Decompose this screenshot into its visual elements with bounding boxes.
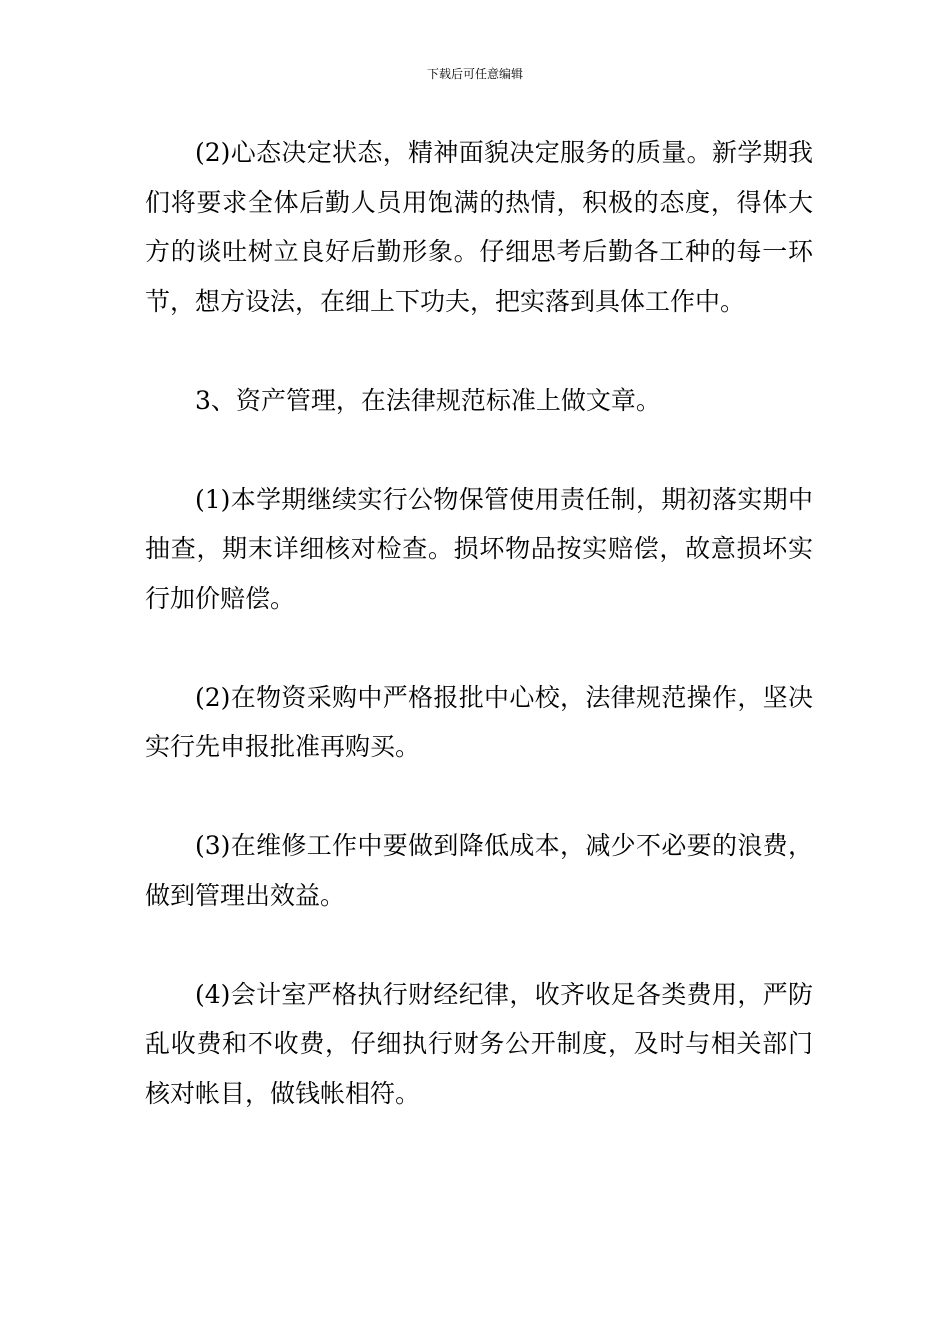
- paragraph-spacer: [145, 772, 813, 822]
- paragraph-property-responsibility: (1)本学期继续实行公物保管使用责任制，期初落实期中抽查，期末详细核对检查。损坏物品按实赔偿，故意损坏实行加价赔偿。: [145, 484, 813, 613]
- paragraph-maintenance: (3)在维修工作中要做到降低成本，减少不必要的浪费，做到管理出效益。: [145, 831, 813, 910]
- paragraph-spacer: [145, 425, 813, 475]
- paragraph-procurement: (2)在物资采购中严格报批中心校，法律规范操作，坚决实行先申报批准再购买。: [145, 682, 813, 761]
- paragraph-spacer: [145, 623, 813, 673]
- paragraph-spacer: [145, 326, 813, 376]
- paragraph-spacer: [145, 920, 813, 970]
- page-header: 下载后可任意编辑: [426, 67, 523, 81]
- paragraph-mental-attitude: (2)心态决定状态，精神面貌决定服务的质量。新学期我们将要求全体后勤人员用饱满的热情，积极的态度，得体大方的谈吐树立良好后勤形象。仔细思考后勤各工种的每一环节，想方设法，在细上下功夫，把实落到具体工作中。: [145, 138, 813, 316]
- paragraph-accounting: (4)会计室严格执行财经纪律，收齐收足各类费用，严防乱收费和不收费，仔细执行财务公开制度，及时与相关部门核对帐目，做钱帐相符。: [145, 979, 813, 1108]
- document-body: [145, 128, 813, 1118]
- section-heading-asset-management: 3、资产管理，在法律规范标准上做文章。: [195, 385, 661, 415]
